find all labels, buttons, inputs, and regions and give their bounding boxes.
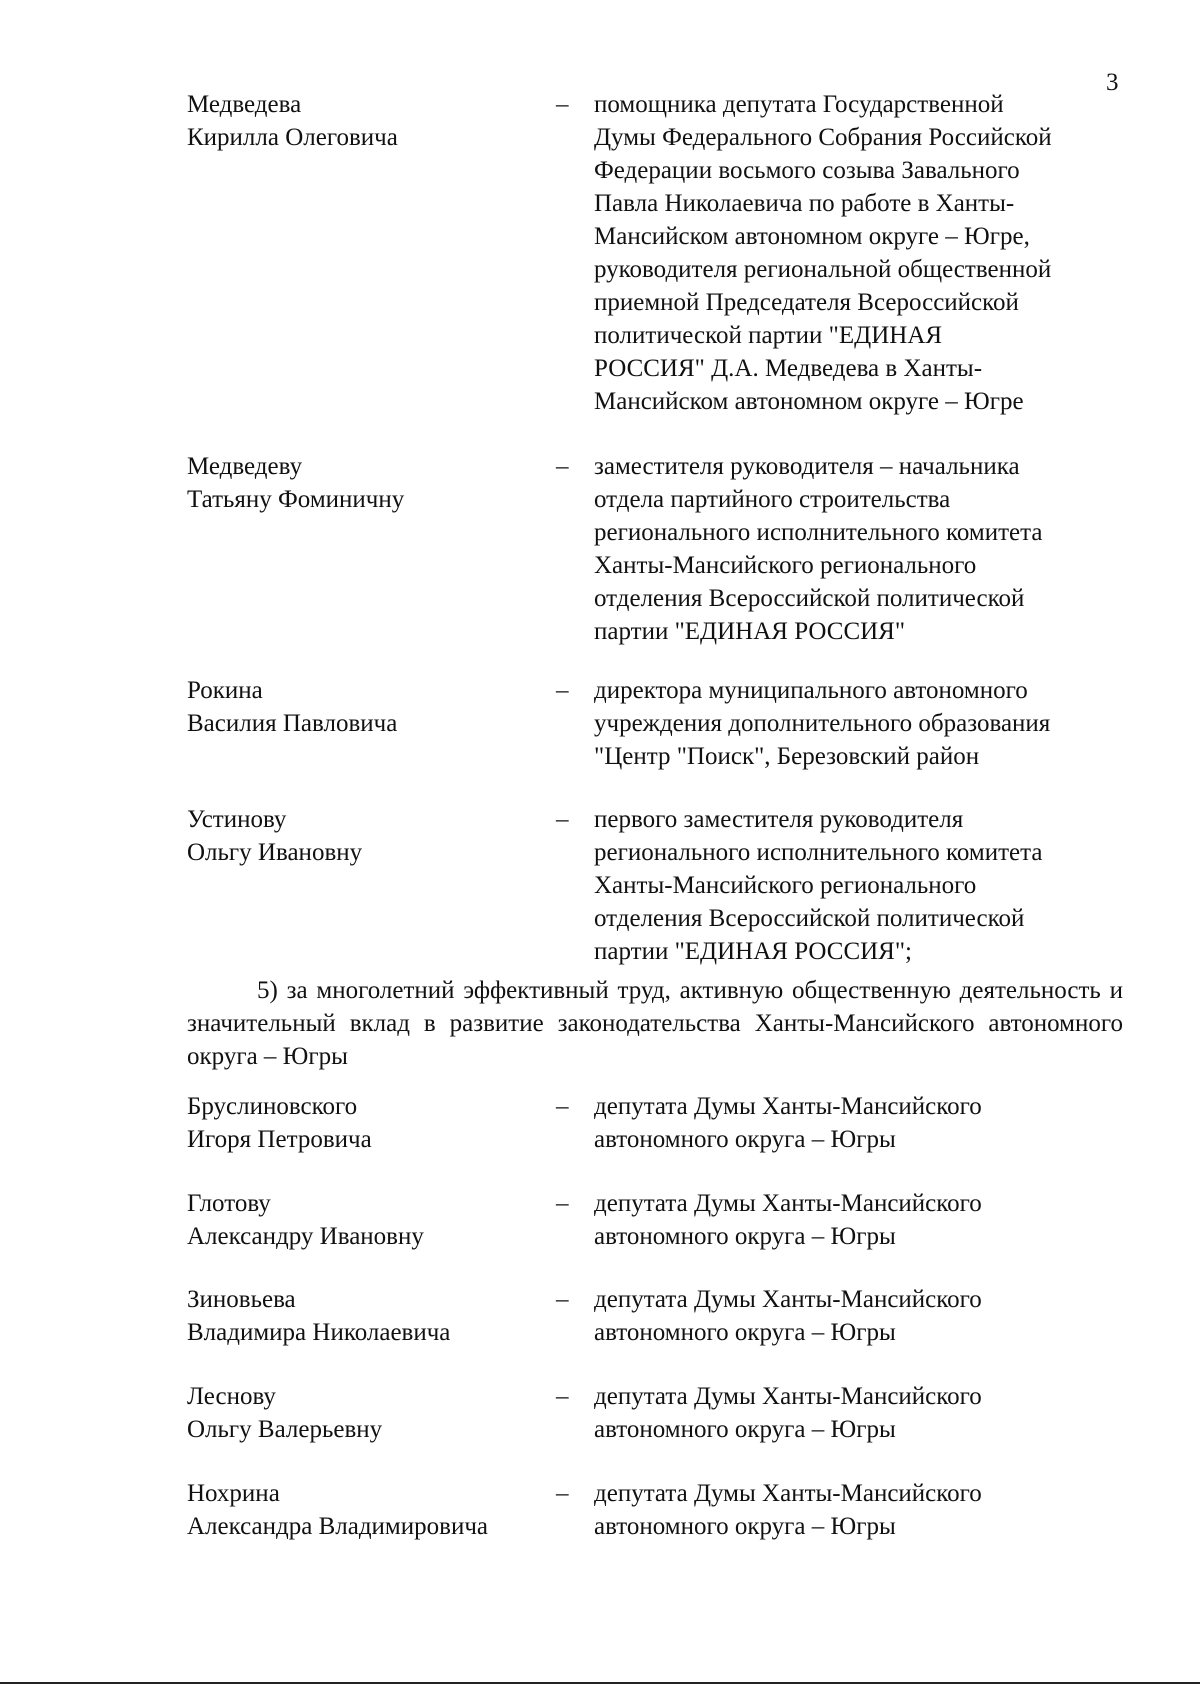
description-line: автономного округа – Югры [594,1416,896,1443]
name-line: Нохрина [187,1480,280,1507]
section-5-paragraph: 5) за многолетний эффективный труд, активную общественную деятельность и значительный вклад в развитие законодательства Ханты-Мансийского автономного округа – Югры [187,977,1123,1070]
description-line: руководителя региональной общественной [594,256,1052,283]
person-name [187,1187,547,1253]
position-description [594,1187,1134,1253]
person-name [187,1283,547,1349]
description-line: помощника депутата Государственной [594,91,1004,118]
description-line: политической партии "ЕДИНАЯ [594,322,943,349]
position-description [594,1380,1134,1446]
person-name [187,1477,547,1543]
name-line: Василия Павловича [187,710,398,737]
person-name [187,88,547,154]
description-line: Павла Николаевича по работе в Ханты- [594,190,1015,217]
bottom-divider [0,1682,1200,1684]
description-line: депутата Думы Ханты-Мансийского [594,1286,982,1313]
name-line: Глотову [187,1190,271,1217]
position-description [594,1283,1134,1349]
description-line: отдела партийного строительства [594,486,951,513]
description-line: отделения Всероссийской политической [594,585,1025,612]
name-line: Ольгу Ивановну [187,839,363,866]
person-name [187,1380,547,1446]
description-line: "Центр "Поиск", Березовский район [594,743,980,770]
name-line: Татьяну Фоминичну [187,486,405,513]
description-line: директора муниципального автономного [594,677,1028,704]
person-name [187,803,547,869]
description-line: автономного округа – Югры [594,1126,896,1153]
description-line: отделения Всероссийской политической [594,905,1025,932]
name-line: Ольгу Валерьевну [187,1416,383,1443]
name-line: Бруслиновского [187,1093,358,1120]
name-line: Александру Ивановну [187,1223,424,1250]
dash-separator: – [556,677,569,704]
description-line: РОССИЯ" Д.А. Медведева в Ханты- [594,355,983,382]
dash-separator: – [556,1480,569,1507]
position-description [594,674,1134,773]
name-line: Медведева [187,91,302,118]
description-line: Думы Федерального Собрания Российской [594,124,1052,151]
description-line: Ханты-Мансийского регионального [594,872,977,899]
description-line: автономного округа – Югры [594,1513,896,1540]
position-description [594,450,1134,648]
description-line: Федерации восьмого созыва Завального [594,157,1020,184]
description-line: депутата Думы Ханты-Мансийского [594,1383,982,1410]
dash-separator: – [556,1286,569,1313]
description-line: автономного округа – Югры [594,1319,896,1346]
name-line: Устинову [187,806,287,833]
person-name [187,450,547,516]
position-description [594,1090,1134,1156]
description-line: заместителя руководителя – начальника [594,453,1020,480]
description-line: приемной Председателя Всероссийской [594,289,1019,316]
description-line: депутата Думы Ханты-Мансийского [594,1093,982,1120]
position-description [594,803,1134,968]
name-line: Игоря Петровича [187,1126,372,1153]
position-description [594,88,1134,418]
dash-separator: – [556,1190,569,1217]
person-name [187,674,547,740]
description-line: регионального исполнительного комитета [594,839,1043,866]
description-line: регионального исполнительного комитета [594,519,1043,546]
description-line: Мансийском автономном округе – Югре, [594,223,1030,250]
description-line: первого заместителя руководителя [594,806,964,833]
description-line: Мансийском автономном округе – Югре [594,388,1024,415]
dash-separator: – [556,1093,569,1120]
description-line: депутата Думы Ханты-Мансийского [594,1480,982,1507]
name-line: Кирилла Олеговича [187,124,398,151]
description-line: партии "ЕДИНАЯ РОССИЯ" [594,618,906,645]
name-line: Зиновьева [187,1286,296,1313]
name-line: Медведеву [187,453,303,480]
person-name [187,1090,547,1156]
description-line: автономного округа – Югры [594,1223,896,1250]
dash-separator: – [556,453,569,480]
name-line: Рокина [187,677,263,704]
description-line: депутата Думы Ханты-Мансийского [594,1190,982,1217]
description-line: партии "ЕДИНАЯ РОССИЯ"; [594,938,912,965]
dash-separator: – [556,806,569,833]
dash-separator: – [556,91,569,118]
position-description [594,1477,1134,1543]
name-line: Леснову [187,1383,276,1410]
name-line: Владимира Николаевича [187,1319,451,1346]
page-number: 3 [1106,69,1119,96]
description-line: учреждения дополнительного образования [594,710,1051,737]
name-line: Александра Владимировича [187,1513,488,1540]
description-line: Ханты-Мансийского регионального [594,552,977,579]
dash-separator: – [556,1383,569,1410]
